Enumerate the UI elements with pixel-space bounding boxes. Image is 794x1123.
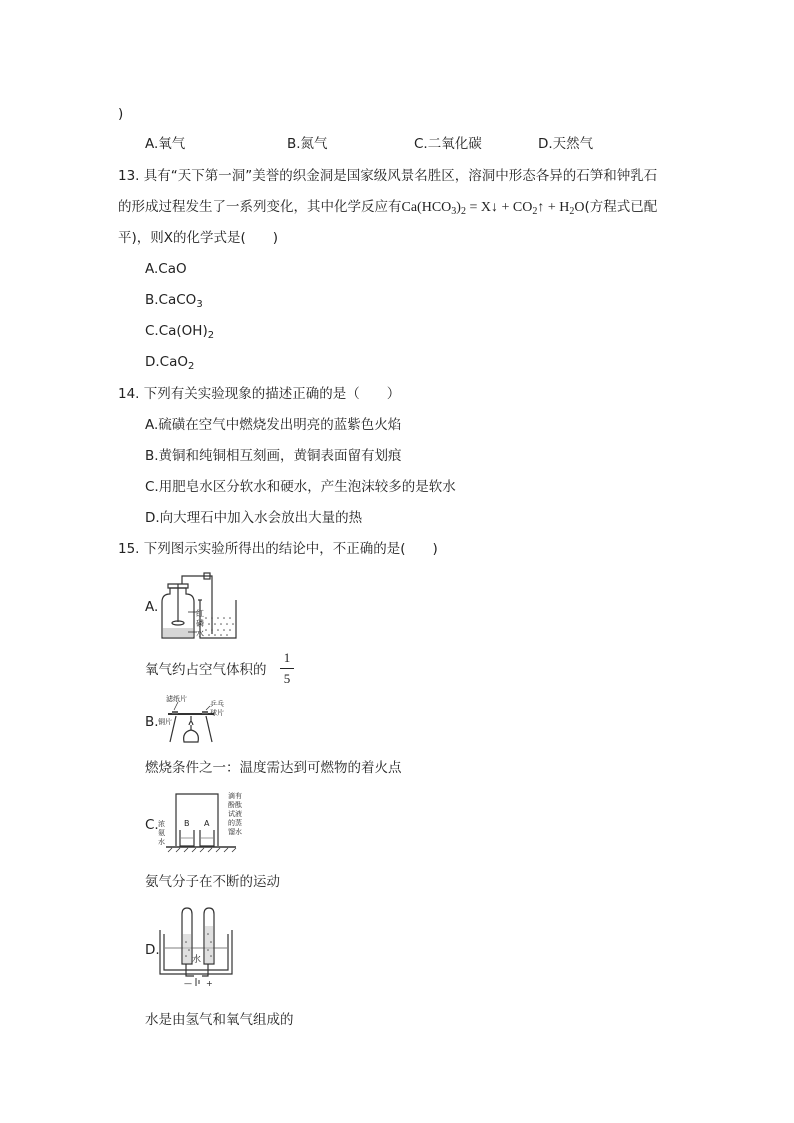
label-red: 红 [196,609,204,618]
label-conc-1: 浓 [158,820,165,828]
q15-option-b-letter[interactable]: B. [145,714,159,730]
eq-products: = X↓ + CO [465,200,533,215]
eq-sub: 2 [460,206,466,217]
q13-option-d-text: D.CaO [145,354,189,370]
q15-option-a-conclusion: 氧气约占空气体积的 [145,662,267,678]
label-pingpong-2: 球片 [210,709,224,717]
label-phenol-3: 试液 [228,810,242,818]
q15-option-c-letter[interactable]: C. [145,817,159,833]
label-b: B [184,819,190,828]
label-phenol-5: 馏水 [228,828,242,836]
label-copper: 铜片 [158,718,172,726]
red-phosphorus-apparatus-diagram [156,572,252,642]
label-minus: — [184,979,192,988]
fraction-denominator: 5 [283,671,291,686]
eq-products: O [574,200,585,215]
q15-option-d-conclusion: 水是由氢气和氧气组成的 [145,1012,294,1028]
label-phenol-2: 酚酞 [228,801,242,809]
q13-option-c-text: C.Ca(OH) [145,323,208,339]
q13-option-c[interactable] [145,321,214,341]
q15-option-d-letter[interactable]: D. [145,942,160,958]
fraction-bar [280,668,294,669]
label-conc-2: 氨 [158,829,165,837]
q12-option-c[interactable]: C.二氧化碳 [414,136,482,152]
q13-option-d-sub: 2 [188,361,195,372]
eq-sub: 2 [532,206,538,217]
label-pingpong-1: 乒乓 [210,700,224,708]
label-a: A [204,819,210,828]
q15-option-b-conclusion: 燃烧条件之一：温度需达到可燃物的着火点 [145,760,402,776]
q13-option-c-sub: 2 [207,330,215,341]
q13-stem-line3: 平)，则X的化学式是( ) [118,230,279,246]
fraction-one-fifth [280,650,294,687]
q13-stem-line1: 13. 具有“天下第一洞”美誉的织金洞是国家级风景名胜区，溶洞中形态各异的石笋和钟乳石 [118,168,658,184]
eq-sub: 3 [451,206,457,217]
q12-option-d[interactable]: D.天然气 [538,136,594,152]
q14-stem: 14. 下列有关实验现象的描述正确的是（ ） [118,386,401,402]
label-filter-paper: 滤纸片 [166,695,187,703]
label-water: 水 [192,955,202,965]
q13-equation [402,200,585,215]
label-conc-3: 水 [158,838,165,846]
ammonia-diffusion-diagram [156,790,248,858]
q13-stem-line2-pre: 的形成过程发生了一系列变化，其中化学反应有 [118,199,402,215]
q13-stem-line2 [118,197,657,218]
electrolysis-diagram [156,904,240,988]
eq-products: ↑ + H [537,200,570,215]
label-plus: + [206,979,213,988]
q13-stem-line2-post: (方程式已配 [584,199,658,215]
q13-option-a[interactable]: A.CaO [145,261,187,277]
q14-option-d[interactable]: D.向大理石中加入水会放出大量的热 [145,510,363,526]
label-phenol-4: 的蒸 [228,819,242,827]
q13-option-b-text: B.CaCO [145,292,197,308]
q12-option-b[interactable]: B.氮气 [287,136,328,152]
q13-option-b-sub: 3 [196,299,203,310]
q12-stem-tail: ) [118,106,124,122]
eq-paren: ) [456,200,461,215]
label-phosphorus: 磷 [196,619,204,628]
q13-option-d[interactable] [145,352,194,372]
label-phenol-1: 滴有 [228,792,242,800]
eq-reactant: Ca(HCO [401,200,452,215]
q15-option-c-conclusion: 氨气分子在不断的运动 [145,874,280,890]
eq-sub: 2 [569,206,575,217]
fraction-numerator: 1 [283,650,291,665]
q14-option-c[interactable]: C.用肥皂水区分软水和硬水，产生泡沫较多的是软水 [145,479,456,495]
q13-option-b[interactable] [145,290,203,310]
q14-option-a[interactable]: A.硫磺在空气中燃烧发出明亮的蓝紫色火焰 [145,417,402,433]
q15-option-a-letter[interactable]: A. [145,599,159,615]
q14-option-b[interactable]: B.黄铜和纯铜相互刻画，黄铜表面留有划痕 [145,448,402,464]
q12-option-a[interactable]: A.氧气 [145,136,186,152]
q15-stem: 15. 下列图示实验所得出的结论中，不正确的是( ) [118,541,438,557]
combustion-condition-diagram [156,692,236,748]
label-water: 水 [196,629,204,638]
